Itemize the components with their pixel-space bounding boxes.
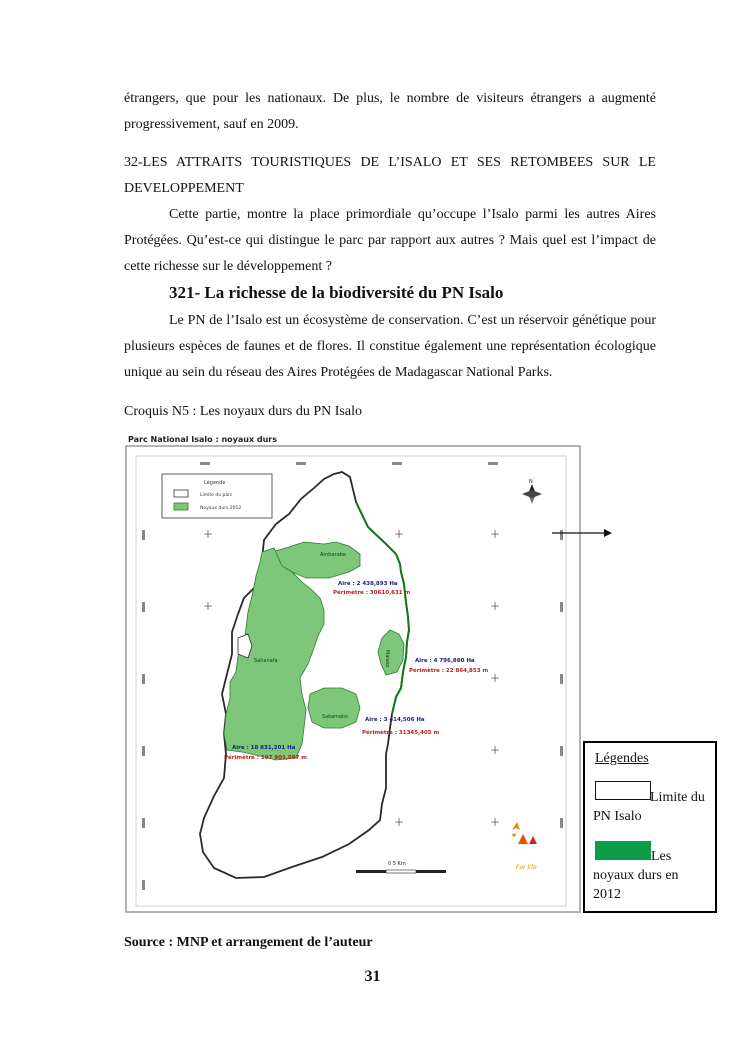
zone-area-malaso: Aire : 4 796,880 Ha <box>415 658 475 664</box>
zone-area-sakamalio: Aire : 3 414,506 Ha <box>365 717 425 723</box>
map-inner-legend-item2: Noyaux durs 2012 <box>200 506 242 511</box>
zone-area-ambarabe: Aire : 2 438,893 Ha <box>338 581 398 587</box>
north-label: N <box>529 479 533 485</box>
paragraph-biodiversity: Le PN de l’Isalo est un écosystème de conservation. C’est un réservoir génétique pour plusieurs espèces de faunes et de flores. Il constitue également une représentation écologique unique au sein du réseau des Aires Protégées de Madagascar National Parks. <box>124 313 656 380</box>
legend-box <box>583 741 717 913</box>
section-heading-line: 32-LES ATTRAITS TOURISTIQUES DE L’ISALO ET SES RETOMBEES SUR LE <box>124 155 656 170</box>
scale-label: 0 5 Km <box>388 861 406 867</box>
legend-title: Légendes <box>595 751 649 766</box>
legend-item-boundary: Limite du PN Isalo <box>593 790 705 824</box>
zone-perimeter-sahanafa: Périmètre : 107 901,097 m <box>224 755 308 761</box>
zone-perimeter-malaso: Périmètre : 22 864,853 m <box>409 668 489 674</box>
zone-name-ambarabe: Ambarabe <box>320 552 346 558</box>
zone-perimeter-ambarabe: Périmètre : 30610,631 m <box>333 590 411 596</box>
zone-name-malaso: Malaso <box>384 650 390 668</box>
park-map-svg <box>124 432 584 918</box>
zone-name-sahanafa: Sahanafa <box>254 658 278 664</box>
map-title: Parc National Isalo : noyaux durs <box>128 435 278 444</box>
map-inner-legend <box>162 474 272 518</box>
subsection-heading: 321- La richesse de la biodiversité du PN Isalo <box>169 283 504 302</box>
paragraph-line: étrangers, que pour les nationaux. De plus, le nombre de visiteurs étrangers a augmenté <box>124 91 656 106</box>
map-inner-legend-item1: Limite du parc <box>200 493 233 498</box>
section-heading-line: DEVELOPPEMENT <box>124 181 244 196</box>
map-inner-legend-title: Légende <box>204 480 226 486</box>
logo-caption: For life <box>516 864 537 871</box>
paragraph-intro: Cette partie, montre la place primordiale qu’occupe l’Isalo parmi les autres Aires Protégées. Qu’est-ce qui distingue le parc par rapport aux autres ? Mais quel est l’impact de cette richesse sur le développement ? <box>124 207 656 274</box>
figure-source: Source : MNP et arrangement de l’auteur <box>124 935 373 950</box>
legend-item-core-zones: Les noyaux durs en 2012 <box>593 849 679 902</box>
zone-area-sahanafa: Aire : 18 831,201 Ha <box>232 745 296 751</box>
park-map <box>124 432 584 918</box>
arrow-icon <box>548 523 616 543</box>
paragraph-line: progressivement, sauf en 2009. <box>124 117 299 132</box>
zone-name-sakamalio: Sakamalio <box>322 714 348 720</box>
figure-caption: Croquis N5 : Les noyaux durs du PN Isalo <box>124 404 362 419</box>
core-zone-sakamalio <box>308 688 360 728</box>
page-number: 31 <box>364 968 381 985</box>
zone-perimeter-sakamalio: Périmètre : 31345,405 m <box>362 730 440 736</box>
